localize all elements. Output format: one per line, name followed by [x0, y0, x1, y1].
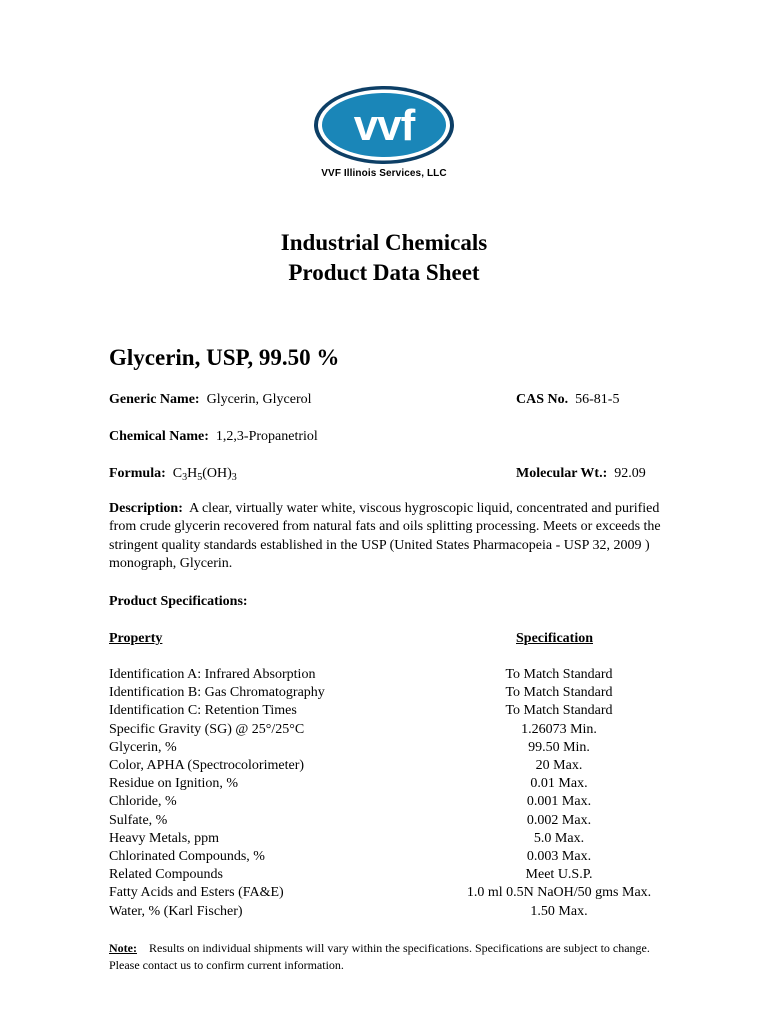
chemical-name-field [109, 428, 318, 446]
formula-subscript: 3 [231, 472, 237, 483]
chemical-name-value: 1,2,3-Propanetriol [215, 429, 318, 444]
logo-text: vvf [353, 101, 415, 150]
table-row [109, 702, 669, 720]
spec-cell: 1.50 Max. [530, 903, 588, 919]
formula-label: Formula: [109, 466, 166, 481]
formula-part: H [187, 466, 198, 481]
spec-cell: Meet U.S.P. [525, 867, 593, 883]
property-cell: Identification B: Gas Chromatography [109, 685, 325, 701]
table-row [109, 812, 669, 830]
specifications-table [109, 666, 669, 921]
spec-cell: 5.0 Max. [533, 830, 585, 846]
property-cell: Water, % (Karl Fischer) [109, 903, 243, 919]
molecular-weight-label: Molecular Wt.: [516, 466, 608, 481]
property-cell: Identification C: Retention Times [109, 703, 297, 719]
spec-cell: 0.002 Max. [526, 812, 592, 828]
table-row [109, 884, 669, 902]
property-cell: Chlorinated Compounds, % [109, 849, 265, 865]
spec-cell: 0.01 Max. [530, 776, 588, 792]
note [109, 940, 669, 974]
spec-cell: To Match Standard [505, 703, 613, 719]
generic-name-field [109, 391, 312, 409]
generic-name-value: Glycerin, Glycerol [206, 392, 312, 407]
table-row [109, 666, 669, 684]
chemical-name-label: Chemical Name: [109, 429, 209, 444]
note-text: Results on individual shipments will vary within the specifications. Specifications are subject to change. Please contact us to confirm current information. [109, 941, 650, 972]
property-cell: Identification A: Infrared Absorption [109, 667, 316, 682]
spec-cell: To Match Standard [505, 667, 613, 682]
formula-value [173, 466, 237, 481]
product-specifications-heading: Product Specifications: [109, 594, 248, 609]
property-cell: Color, APHA (Spectrocolorimeter) [109, 758, 305, 774]
molecular-weight-field [516, 465, 646, 483]
note-label: Note: [109, 941, 137, 955]
spec-cell: To Match Standard [505, 685, 613, 701]
description-text: A clear, virtually water white, viscous hygroscopic liquid, concentrated and purified from crude glycerin recovered from natural fats and oils splitting processing. Meets or exceeds the stringent quality standards established in the USP (United States Pharmacopeia - USP 32, 2009 ) monograph, Glycerin. [109, 501, 661, 571]
property-cell: Chloride, % [109, 794, 177, 810]
table-row [109, 721, 669, 739]
table-row [109, 848, 669, 866]
cas-value: 56-81-5 [575, 392, 620, 407]
property-cell: Sulfate, % [109, 812, 168, 828]
formula-subscript: 3 [182, 472, 188, 483]
company-name: VVF Illinois Services, LLC [321, 168, 447, 179]
generic-name-label: Generic Name: [109, 392, 200, 407]
table-row [109, 684, 669, 702]
formula-subscript: 5 [197, 472, 203, 483]
table-row [109, 775, 669, 793]
table-row [109, 866, 669, 884]
property-cell: Heavy Metals, ppm [109, 830, 220, 846]
vvf-logo [312, 84, 456, 166]
property-column-header: Property [109, 631, 163, 646]
spec-cell: 99.50 Min. [528, 739, 590, 755]
table-row [109, 739, 669, 757]
property-cell: Residue on Ignition, % [109, 776, 239, 792]
description-label: Description: [109, 501, 183, 516]
spec-cell: 0.001 Max. [526, 794, 592, 810]
document-subtitle: Product Data Sheet [288, 260, 480, 285]
table-row [109, 793, 669, 811]
formula-field [109, 465, 237, 487]
formula-part: C [172, 466, 183, 481]
molecular-weight-value: 92.09 [614, 466, 646, 481]
spec-cell: 20 Max. [535, 758, 583, 774]
spec-cell: 1.26073 Min. [521, 721, 597, 737]
cas-label: CAS No. [516, 392, 569, 407]
property-cell: Glycerin, % [109, 739, 177, 755]
specification-column-header: Specification [516, 631, 593, 646]
formula-part: (OH) [202, 466, 232, 481]
table-row [109, 830, 669, 848]
property-cell: Fatty Acids and Esters (FA&E) [109, 885, 284, 901]
property-cell: Specific Gravity (SG) @ 25°/25°C [109, 721, 305, 737]
product-name: Glycerin, USP, 99.50 % [109, 345, 340, 370]
spec-cell: 0.003 Max. [526, 849, 592, 865]
description [109, 500, 669, 573]
table-row [109, 757, 669, 775]
document-title: Industrial Chemicals [280, 230, 488, 255]
property-cell: Related Compounds [109, 867, 223, 883]
cas-field [516, 391, 619, 409]
spec-cell: 1.0 ml 0.5N NaOH/50 gms Max. [466, 885, 652, 901]
table-row [109, 903, 669, 921]
